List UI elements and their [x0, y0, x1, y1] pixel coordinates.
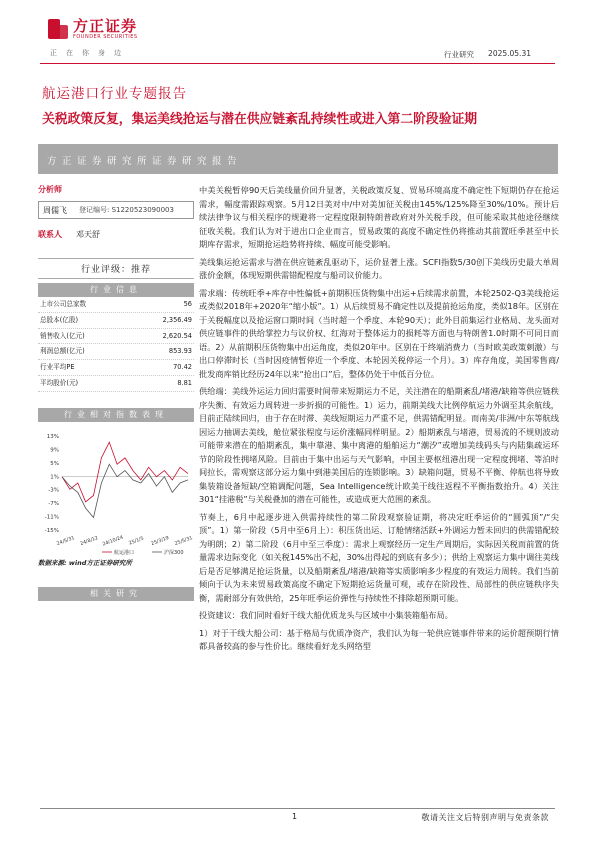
company-logo — [48, 18, 138, 40]
x-tick-label: 24/8/12 — [79, 535, 99, 547]
related-research-header: 相关研究 — [38, 587, 194, 601]
industry-info-table — [38, 297, 194, 392]
paragraph: 美线集运抢运需求与潜在供应链紊乱驱动下，运价显著上涨。SCFI指数5/30创下美线历史最大单周涨价金额，体现短期供需错配程度与船司议价能力。 — [199, 256, 559, 280]
slogan: 正在你身边 — [50, 49, 130, 57]
page-header — [0, 0, 595, 66]
industry-info-header: 行业信息 — [38, 283, 194, 297]
paragraph: 需求端：传统旺季+库存中性偏低+前期积压货物集中出运+后续需求前置，本轮2502-Q3美线抢运或类似2018年+2020年“缩小版”。1）从后续贸易不确定性以及提前抢运角度，类似18年。区别在于关税幅度以及抢运窗口期时间（当时超一个季度、本轮90天）；此外目前集运行业格局、龙头面对供应链事件的供给掌控力与议价权、红海对于整体运力的损耗等方面也与特朗普1.0时期不可同日而语。2）从前期积压货物集中出运角度，类似20年中。区别在于终端消费力（当时欧美政策刺激）与出口停滞时长（当时因疫情暂停近一个季度、本轮因关税停运一个月）。3）库存角度，美国零售商/批发商库销比经历24年以来“抢出口”后，整体仍处于中低百分位。 — [199, 287, 559, 379]
industry-rating: 行业评级：推荐 — [38, 258, 194, 279]
x-tick-label: 24/5/31 — [56, 535, 76, 547]
info-value: 853.93 — [168, 347, 192, 356]
analyst-box — [38, 201, 194, 219]
contact-name: 邓天舒 — [76, 230, 100, 239]
info-label: 总股本(亿股) — [40, 315, 79, 324]
industry-label: 行业研究 — [444, 50, 475, 59]
sidebar — [38, 184, 194, 601]
paragraph: 1）对于干线大船公司：基于格局与优质净资产，我们认为每一轮供应链事件带来的运价超预期行情都具备较高的参与性价比。继续看好龙头网络型 — [199, 627, 559, 651]
x-tick-label: 24/10/24 — [102, 535, 125, 548]
paragraph: 供给端：美线外运运力回归需要时间带来短期运力不足，关注潜在的船期紊乱/堵港/缺箱等供应链秩序失衡、有效运力周转进一步折损的可能性。1）运力，前期美线大比例停航运力外调至其余航线，目前正陆续回归，由于存在时滞、美线短期运力严重不足，供需错配明显。而南美/非洲/中东等航线因运力抽调去美线，舱位紧张程度与运价涨幅同样明显。2）船期紊乱与堵港，贸易流的不规则波动可能带来潜在的船期紊乱，集中靠港、集中离港的船舶运力“潮汐”或增加美线码头与内陆集疏运环节的阶段性拥堵风险。目前由于集中出运与天气影响，中国主要枢纽港出现一定程度拥堵、等泊时间拉长，需观察这部分运力集中到港美国后的连锁影响。3）缺箱问题，贸易不平衡、停航也将导致集装箱设备短缺/空箱调配问题，Sea Intelligence统计欧美干线往返程不平衡指数抬升。4）关注301“挂港税”与关税叠加的潜在可能性，或造成更大范围的紊乱。 — [199, 386, 559, 504]
paragraph: 节奏上，6月中起逐步进入供需持续性的第二阶段观察验证期，将决定旺季运价的“圆弧顶”/“尖顶”。1）第一阶段（5月中至6月上）：积压货出运、订舱情绪活跃+外调运力暂未回归的供需错配较为明朗；2）第二阶段（6月中至三季度）：需求上观察经历一定生产周期后，实际因关税而前置的货量需求边际变化（如关税145%出不起，30%出得起的到底有多少）；供给上观察运力集中调往美线后是否足够满足抢运货量，以及船期紊乱/堵港/缺箱等实质影响多少程度的有效运力周转。我们当前倾向于认为未来贸易政策高度不确定下短期抢运货量可观，或存在阶段性、局部性的供应链秩序失衡，需耐部分有效供给，25年旺季运价弹性与持续性不排除超预期可能。 — [199, 511, 559, 603]
chart-header: 行业相对指数表现 — [38, 408, 194, 422]
x-tick-label: 25/1/5 — [128, 536, 145, 547]
y-tick-label: -15% — [44, 527, 59, 534]
info-value: 2,356.49 — [162, 315, 192, 324]
analyst-registration: 登记编号: S1220523090003 — [79, 206, 174, 214]
y-tick-label: 13% — [46, 433, 59, 440]
report-type: 航运港口行业专题报告 — [42, 86, 187, 102]
y-tick-label: 5% — [50, 460, 59, 467]
analyst-name: 周儒飞 — [43, 205, 67, 215]
chart-source: 数据来源: wind方正证券研究所 — [38, 558, 132, 567]
info-label: 平均股价(元) — [40, 378, 79, 387]
y-tick-label: 9% — [50, 447, 59, 454]
table-row — [38, 313, 194, 329]
y-tick-label: -3% — [48, 487, 59, 494]
info-label: 上市公司总家数 — [40, 300, 87, 308]
footer-disclaimer: 敬请关注文后特别声明与免责条款 — [421, 813, 549, 822]
info-value: 8.81 — [177, 378, 192, 387]
table-row — [38, 297, 194, 313]
contact-label: 联系人 — [38, 230, 62, 239]
relative-index-chart — [38, 430, 194, 556]
y-tick-label: -7% — [48, 500, 59, 507]
logo-name-cn: 方正证券 — [73, 17, 138, 35]
report-title: 关税政策反复，集运美线抢运与潜在供应链紊乱持续性或进入第二阶段验证期 — [42, 112, 478, 127]
banner-text: 方正证券研究所证券研究报告 — [47, 156, 243, 167]
legend-label: 沪深300 — [164, 549, 184, 556]
info-value: 2,620.54 — [162, 331, 192, 340]
research-banner — [38, 144, 558, 174]
info-value: 56 — [183, 300, 192, 308]
paragraph: 中美关税暂停90天后美线量价回升显著，关税政策反复、贸易环境高度不确定性下短期仍存在抢运需求，幅度需跟踪观察。5月12日美对中/中对美加征关税由145%/125%降至30%/10%。预计后续法律争议与相关程序的规避将一定程度限制特朗普政府对外关税手段，但可能采取其他途径继续征收关税。我们认为对于进出口企业而言，贸易政策的高度不确定性仍将推动其前置旺季甚至中长期库存需求，短期抢运趋势将持续、幅度可能受影响。 — [199, 185, 559, 249]
chart-svg — [38, 430, 194, 556]
y-tick-label: -11% — [44, 514, 59, 521]
contact-row — [38, 229, 194, 240]
x-tick-label: 25/3/19 — [150, 535, 170, 547]
header-divider — [40, 63, 555, 64]
logo-name-en: FOUNDER SECURITIES — [73, 34, 138, 40]
info-value: 70.42 — [173, 363, 192, 372]
footer-divider — [40, 808, 555, 809]
logo-mark-icon — [48, 19, 68, 39]
info-label: 行业平均PE — [40, 363, 75, 372]
series-line — [62, 442, 188, 502]
legend-label: 航运港口 — [114, 549, 135, 556]
info-label: 利润总额(亿元) — [40, 347, 85, 356]
analyst-section-label: 分析师 — [38, 185, 62, 194]
x-tick-label: 25/5/31 — [174, 535, 194, 547]
table-row — [38, 360, 194, 376]
page-number: 1 — [292, 812, 298, 821]
paragraph: 投资建议：我们同时看好干线大船优质龙头与区域中小集装箱船布局。 — [199, 610, 453, 620]
table-row — [38, 344, 194, 360]
body-text — [199, 184, 559, 658]
info-label: 销售收入(亿元) — [40, 331, 85, 340]
y-tick-label: 1% — [50, 474, 59, 481]
table-row — [38, 376, 194, 392]
table-row — [38, 329, 194, 345]
report-date: 2025.05.31 — [488, 49, 531, 58]
